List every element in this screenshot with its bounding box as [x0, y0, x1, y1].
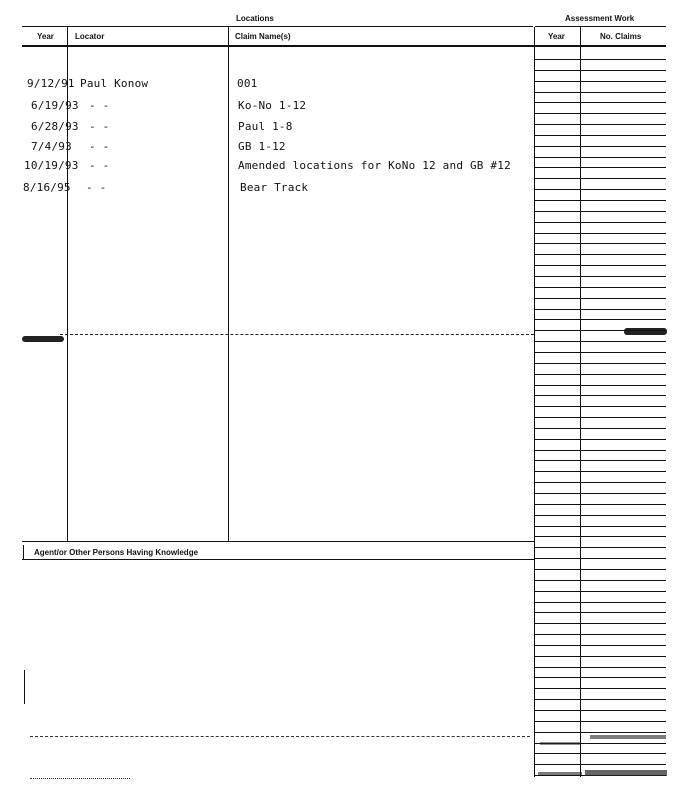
assessment-row-line — [535, 417, 666, 418]
assessment-row-line — [535, 504, 666, 505]
assessment-row-line — [535, 547, 666, 548]
assessment-row-line — [535, 124, 666, 125]
assessment-row-line — [535, 265, 666, 266]
assessment-row-line — [535, 189, 666, 190]
mid-dashed-rule — [60, 334, 534, 335]
entry-locator: - - — [89, 159, 110, 172]
bottom-faint-rule — [30, 736, 530, 737]
left-edge-mark — [23, 545, 24, 559]
assessment-row-line — [535, 536, 666, 537]
assessment-row-line — [535, 732, 666, 733]
assessment-row-line — [535, 460, 666, 461]
assessment-work-title: Assessment Work — [565, 14, 635, 23]
col-locator-header: Locator — [75, 32, 105, 41]
scan-noise — [590, 735, 666, 739]
assessment-row-line — [535, 374, 666, 375]
assessment-row-line — [535, 395, 666, 396]
assessment-row-line — [535, 81, 666, 82]
assessment-row-line — [535, 92, 666, 93]
agent-section-rule — [22, 559, 534, 560]
assessment-row-line — [535, 135, 666, 136]
bottom-faint-dots — [30, 778, 130, 779]
assessment-row-line — [535, 309, 666, 310]
entry-claim: Ko-No 1-12 — [238, 99, 307, 112]
assessment-row-line — [535, 330, 666, 331]
aw-year-claims-divider — [580, 27, 581, 777]
assessment-row-line — [535, 645, 666, 646]
entry-date: 10/19/93 — [24, 159, 79, 172]
assessment-header-top-rule — [535, 26, 666, 27]
assessment-row-line — [535, 558, 666, 559]
assessment-row-line — [535, 699, 666, 700]
assessment-row-line — [535, 233, 666, 234]
col-year-header: Year — [37, 32, 54, 41]
assessment-row-line — [535, 667, 666, 668]
assessment-row-line — [535, 341, 666, 342]
assessment-row-line — [535, 287, 666, 288]
assessment-row-line — [535, 602, 666, 603]
col-aw-year-header: Year — [548, 32, 565, 41]
assessment-row-line — [535, 352, 666, 353]
entry-date: 6/19/93 — [31, 99, 79, 112]
header-bottom-rule — [22, 45, 666, 47]
assessment-row-line — [535, 276, 666, 277]
assessment-row-line — [535, 439, 666, 440]
scan-noise — [540, 742, 580, 745]
scan-noise — [538, 772, 582, 775]
entry-date: 9/12/91 — [27, 77, 75, 90]
assessment-row-line — [535, 385, 666, 386]
locations-title: Locations — [236, 14, 274, 23]
agent-section-label: Agent/or Other Persons Having Knowledge — [34, 548, 199, 557]
assessment-row-line — [535, 677, 666, 678]
left-edge-mark — [24, 670, 25, 704]
assessment-row-line — [535, 591, 666, 592]
assessment-row-line — [535, 113, 666, 114]
assessment-row-line — [535, 482, 666, 483]
assessment-row-line — [535, 211, 666, 212]
assessment-row-line — [535, 634, 666, 635]
assessment-row-line — [535, 406, 666, 407]
entry-claim: 001 — [237, 77, 258, 90]
locator-claim-divider — [228, 27, 229, 541]
assessment-row-line — [535, 157, 666, 158]
entry-date: 7/4/93 — [31, 140, 72, 153]
assessment-row-line — [535, 764, 666, 765]
assessment-row-line — [535, 569, 666, 570]
assessment-row-line — [535, 710, 666, 711]
assessment-row-line — [535, 450, 666, 451]
scan-noise — [585, 770, 667, 776]
assessment-row-line — [535, 515, 666, 516]
col-aw-claims-header: No. Claims — [600, 32, 642, 41]
claims-assessment-divider — [534, 27, 535, 777]
entry-locator: - - — [89, 120, 110, 133]
assessment-row-line — [535, 200, 666, 201]
entry-claim: GB 1-12 — [238, 140, 286, 153]
left-scan-mark — [22, 336, 64, 342]
assessment-row-line — [535, 254, 666, 255]
assessment-row-line — [535, 59, 666, 60]
assessment-row-line — [535, 753, 666, 754]
assessment-row-line — [535, 167, 666, 168]
entry-locator: - - — [86, 181, 107, 194]
assessment-row-line — [535, 688, 666, 689]
entry-date: 6/28/93 — [31, 120, 79, 133]
assessment-row-line — [535, 70, 666, 71]
assessment-row-line — [535, 721, 666, 722]
assessment-row-line — [535, 222, 666, 223]
entry-claim: Bear Track — [240, 181, 309, 194]
entry-claim: Paul 1-8 — [238, 120, 293, 133]
assessment-row-line — [535, 471, 666, 472]
col-claim-names-header: Claim Name(s) — [235, 32, 291, 41]
assessment-row-line — [535, 146, 666, 147]
entry-locator: - - — [89, 140, 110, 153]
entry-claim: Amended locations for KoNo 12 and GB #12 — [238, 159, 511, 172]
entry-locator: Paul Konow — [80, 77, 149, 90]
assessment-row-line — [535, 623, 666, 624]
locations-bottom-rule — [22, 541, 534, 542]
assessment-row-line — [535, 612, 666, 613]
assessment-row-line — [535, 298, 666, 299]
assessment-row-line — [535, 580, 666, 581]
assessment-row-line — [535, 526, 666, 527]
assessment-row-line — [535, 493, 666, 494]
assessment-row-line — [535, 243, 666, 244]
entry-date: 8/16/95 — [23, 181, 71, 194]
assessment-row-line — [535, 363, 666, 364]
assessment-row-line — [535, 656, 666, 657]
assessment-row-line — [535, 428, 666, 429]
assessment-row-line — [535, 178, 666, 179]
assessment-row-line — [535, 319, 666, 320]
assessment-row-line — [535, 102, 666, 103]
entry-locator: - - — [89, 99, 110, 112]
header-top-rule — [22, 26, 533, 27]
